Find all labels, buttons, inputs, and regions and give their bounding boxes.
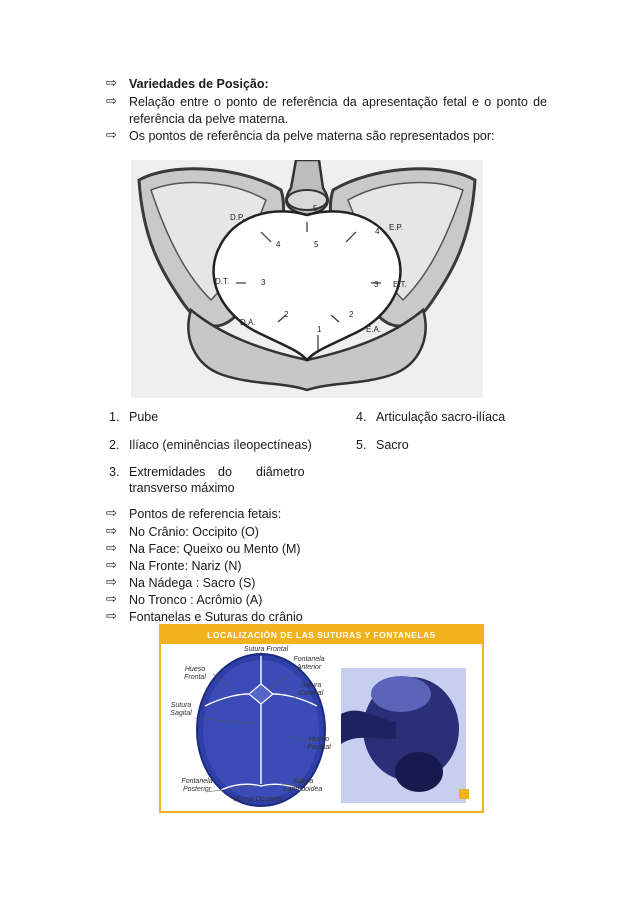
list-item-extremidades-w3: diâmetro: [256, 465, 305, 479]
arrow-bullet-icon: ⇨: [106, 592, 117, 607]
pelvis-drawing: [131, 160, 483, 398]
bullet-relacao-line2: referência da pelve materna.: [129, 112, 289, 126]
fetal-bullet: No Tronco : Acrômio (A): [129, 593, 263, 607]
fetal-bullet: No Crânio: Occipito (O): [129, 525, 259, 539]
label-5: 5: [314, 240, 319, 249]
label-sutura-coronal-2: Coronal: [298, 690, 324, 697]
label-5-top: 5: [313, 204, 318, 213]
label-3-left: 3: [261, 278, 266, 287]
label-ep: E.P.: [389, 223, 404, 232]
label-sutura-sagital-1: Sutura: [170, 702, 192, 709]
arrow-bullet-icon: ⇨: [106, 609, 117, 624]
label-sutura-frontal: Sutura Frontal: [243, 646, 289, 653]
list-item-extremidades-line2: transverso máximo: [129, 481, 235, 495]
fetal-bullet: Pontos de referencia fetais:: [129, 507, 282, 521]
arrow-bullet-icon: ⇨: [106, 506, 117, 521]
label-4-left: 4: [276, 240, 281, 249]
pelvis-figure: [131, 160, 483, 398]
label-fontanela-anterior-1: Fontanela: [293, 656, 325, 663]
label-fontanela-posterior-2: Posterior: [182, 786, 211, 793]
list-item-articulacao: Articulação sacro-ilíaca: [376, 410, 506, 424]
list-item-pube: Pube: [129, 410, 159, 424]
label-hueso-parietal-2: Parietal: [307, 744, 331, 751]
label-1: 1: [317, 325, 322, 334]
arrow-bullet-icon: ⇨: [106, 575, 117, 590]
label-hueso-frontal-2: Frontal: [184, 674, 206, 681]
arrow-bullet-icon: ⇨: [106, 558, 117, 573]
skull-figure-title: LOCALIZACIÓN DE LAS SUTURAS Y FONTANELAS: [161, 626, 482, 644]
fetal-bullet: Na Fronte: Nariz (N): [129, 559, 242, 573]
label-3-right: 3: [374, 280, 379, 289]
arrow-bullet-icon: ⇨: [106, 94, 117, 109]
bullet-relacao-line1: Relação entre o ponto de referência da apresentação fetal e o ponto de: [129, 95, 547, 109]
label-4-right: 4: [375, 227, 380, 236]
heading-posicao: Variedades de Posição:: [129, 77, 269, 91]
label-et: E.T.: [393, 280, 407, 289]
arrow-bullet-icon: ⇨: [106, 76, 117, 91]
arrow-bullet-icon: ⇨: [106, 524, 117, 539]
arrow-bullet-icon: ⇨: [106, 128, 117, 143]
label-sutura-sagital-2: Sagital: [170, 710, 192, 717]
label-hueso-parietal-1: Hueso: [308, 736, 330, 743]
arrow-bullet-icon: ⇨: [106, 541, 117, 556]
label-ea: E.A.: [366, 325, 382, 334]
label-hueso-occipital: Hueso Occipital: [233, 796, 283, 803]
bullet-pontos-pelve: Os pontos de referência da pelve materna são representados por:: [129, 129, 495, 143]
label-dt: D.T.: [215, 277, 230, 286]
label-fontanela-anterior-2: Anterior: [296, 664, 322, 671]
label-sutura-lambdoidea-2: Lambdoidea: [283, 786, 323, 793]
list-number-5: 5.: [356, 438, 367, 452]
list-item-iliaco: Ilíaco (eminências íleopectíneas): [129, 438, 312, 452]
list-item-extremidades-w1: Extremidades: [129, 465, 206, 479]
label-sutura-lambdoidea-1: Sutura: [292, 778, 314, 785]
fetal-bullet: Na Face: Queixo ou Mento (M): [129, 542, 301, 556]
list-number-1: 1.: [109, 410, 120, 424]
label-dp: D.P.: [230, 213, 245, 222]
list-number-4: 4.: [356, 410, 367, 424]
skull-figure: [159, 624, 484, 813]
fetal-bullet: Na Nádega : Sacro (S): [129, 576, 256, 590]
list-number-2: 2.: [109, 438, 120, 452]
label-2-right: 2: [349, 310, 354, 319]
label-fontanela-posterior-1: Fontanela: [181, 778, 213, 785]
fetal-bullet: Fontanelas e Suturas do crânio: [129, 610, 303, 624]
label-da: D.A.: [240, 318, 256, 327]
label-hueso-frontal-1: Hueso: [184, 666, 206, 673]
list-number-3: 3.: [109, 465, 120, 479]
label-2-left: 2: [284, 310, 289, 319]
list-item-extremidades-w2: do: [218, 465, 232, 479]
list-item-sacro: Sacro: [376, 438, 409, 452]
label-sutura-coronal-1: Sutura: [300, 682, 322, 689]
